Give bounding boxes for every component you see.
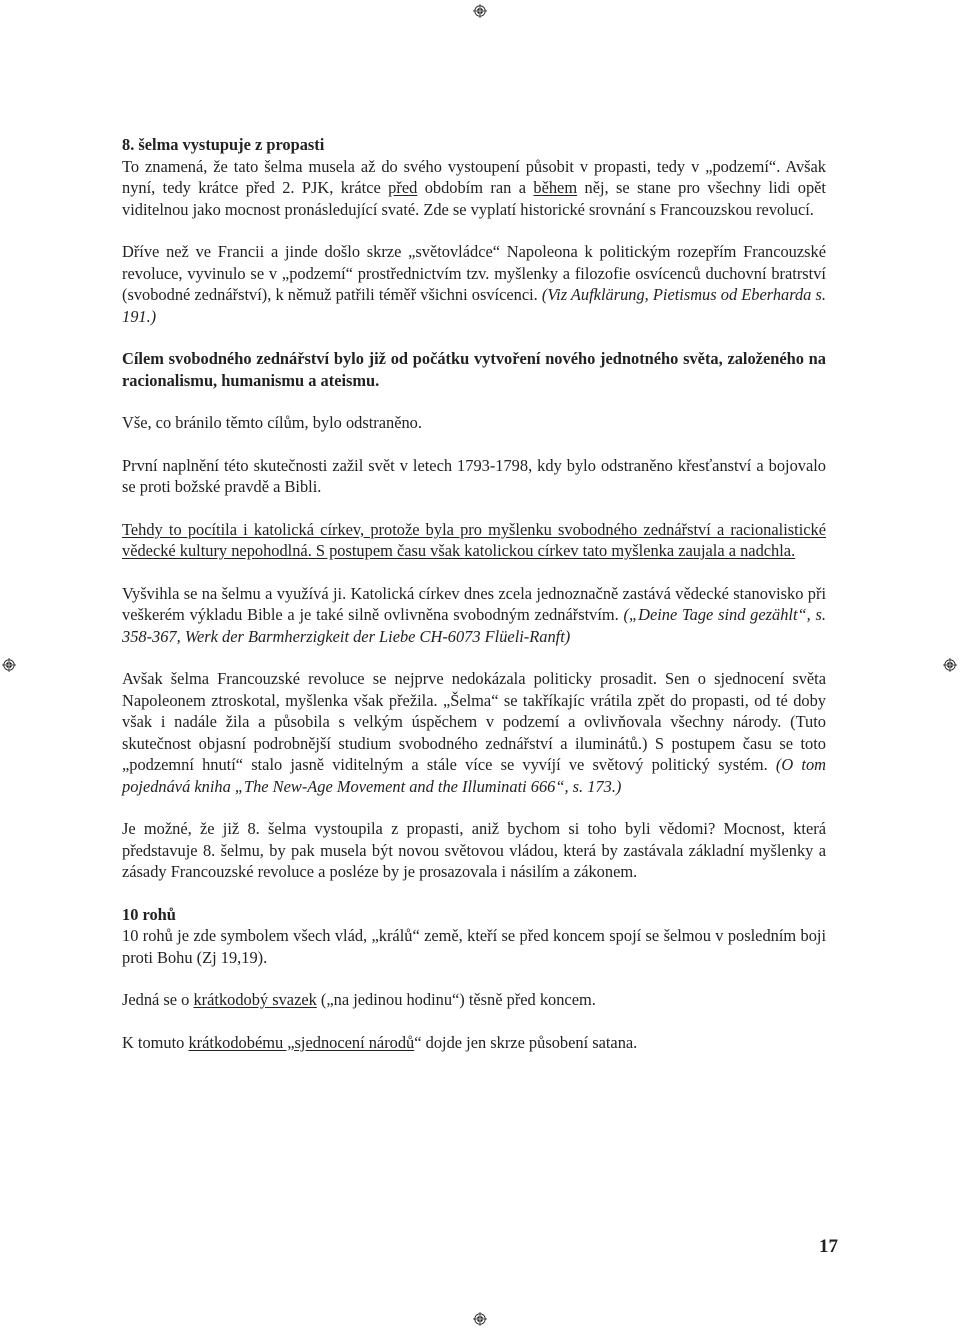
section-10-paragraph-1 bbox=[122, 904, 826, 969]
text-run: K tomuto bbox=[122, 1032, 189, 1052]
section-8-heading: 8. šelma vystupuje z propasti bbox=[122, 135, 325, 154]
text-run: “ dojde jen skrze působení satana. bbox=[414, 1032, 638, 1052]
section-8-paragraph-5: První naplnění této skutečnosti zažil svět v letech 1793-1798, kdy bylo odstraněno křesťanství a bojovalo se proti božské pravdě a Bibli. bbox=[122, 455, 826, 496]
page-number: 17 bbox=[819, 1236, 838, 1257]
text-run: Avšak šelma Francouzské revoluce se nejprve nedokázala politicky prosadit. Sen o sjednocení světa Napoleonem ztroskotal, myšlenka však přežila. „Šelma“ se takříkajíc vrátila zpět do propasti, od té doby však i nadále žila a působila s velkým úspěchem v podzemí a ovlivňovala všechny národy. (Tuto skutečnost objasní podrobnější studium svobodného zednářství a iluminátů.) S postupem času se toto „podzemní hnutí“ stalo jasně viditelným a stále více se vyvíjí ve světový politický systém. bbox=[122, 669, 826, 774]
underlined-word: během bbox=[533, 178, 578, 197]
registration-mark-icon bbox=[943, 658, 957, 672]
text-run: něj, se stane pro všechny lidi opět viditelnou jako mocnost pronásledující svaté. Zde se vyplatí historické srovnání s Francouzskou revolucí. bbox=[122, 178, 826, 219]
underlined-phrase: krátkodobý svazek bbox=[193, 990, 317, 1009]
text-run: („na jedinou hodinu“) těsně před koncem. bbox=[316, 990, 596, 1009]
underlined-word: před bbox=[388, 178, 418, 197]
registration-mark-icon bbox=[473, 4, 487, 18]
text-run: Dříve než ve Francii a jinde došlo skrze „světovládce“ Napoleona k politickým rozepřím Francouzské revoluce, vyvinulo se v „podzemí“ prostřednictvím tzv. myšlenky a filozofie osvícenců duchovní bratrství (svobodné zednářství), k němuž patřili téměř všichni osvícenci. bbox=[122, 242, 826, 304]
text-run: Vyšvihla se na šelmu a využívá ji. Katolická církev dnes zcela jednoznačně zastává vědecké stanovisko při veškerém výkladu Bible a je také silně ovlivněna svobodným zednářstvím. bbox=[122, 583, 826, 624]
text-run: Jedná se o bbox=[122, 990, 194, 1009]
section-8-paragraph-4: Vše, co bránilo těmto cílům, bylo odstraněno. bbox=[122, 413, 422, 432]
underlined-phrase: krátkodobému „sjednocení národů bbox=[188, 1032, 415, 1052]
text-run: To znamená, že tato šelma musela až do svého vystoupení působit v propasti, tedy v „podzemí“. Avšak nyní, tedy krátce před 2. PJK, krátce bbox=[122, 156, 826, 197]
citation: (O tom pojednává kniha „The New-Age Movement and the Illuminati 666“, s. 173.) bbox=[122, 755, 826, 796]
citation: („Deine Tage sind gezählt“, s. 358-367, Werk der Barmherzigkeit der Liebe CH-6073 Flüeli-Ranft) bbox=[122, 605, 826, 646]
section-8-paragraph-2 bbox=[122, 241, 826, 327]
section-8-paragraph-3: Cílem svobodného zednářství bylo již od počátku vytvoření nového jednotného světa, založeného na racionalismu, humanismu a ateismu. bbox=[122, 349, 826, 390]
section-8-paragraph-8 bbox=[122, 668, 826, 797]
section-10-paragraph-2 bbox=[122, 989, 826, 1011]
registration-mark-icon bbox=[2, 658, 16, 672]
text-run: obdobím ran a bbox=[417, 178, 534, 197]
section-8-paragraph-6: Tehdy to pocítila i katolická církev, protože byla pro myšlenku svobodného zednářství a racionalistické vědecké kultury nepohodlná. S postupem času však katolickou církev tato myšlenka zaujala a nadchla. bbox=[122, 519, 826, 560]
section-8-paragraph-9: Je možné, že již 8. šelma vystoupila z propasti, aniž bychom si toho byli vědomi? Mocnost, která představuje 8. šelmu, by pak musela být novou světovou vládou, která by zastávala základní myšlenky a zásady Francouzské revoluce a posléze by je prosazovala i násilím a zákonem. bbox=[122, 819, 826, 881]
registration-mark-icon bbox=[473, 1312, 487, 1326]
citation: (Viz Aufklärung, Pietismus od Eberharda s. 191.) bbox=[122, 285, 826, 326]
section-8-paragraph-7 bbox=[122, 583, 826, 648]
section-10-paragraph-3 bbox=[122, 1032, 826, 1054]
text-run: 10 rohů je zde symbolem všech vlád, „králů“ země, kteří se před koncem spojí se šelmou v posledním boji proti Bohu (Zj 19,19). bbox=[122, 926, 826, 967]
section-8-paragraph-1 bbox=[122, 134, 826, 220]
section-10-heading: 10 rohů bbox=[122, 904, 176, 924]
page-content bbox=[122, 134, 826, 1074]
